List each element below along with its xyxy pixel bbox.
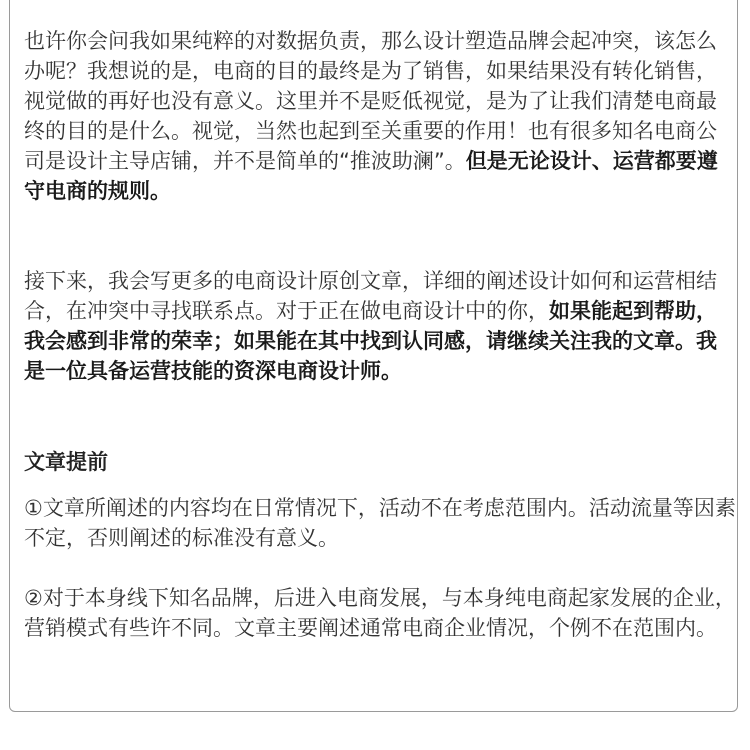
paragraph-data-vs-brand <box>24 26 736 206</box>
note-item-2: ②对于本身线下知名品牌，后进入电商发展，与本身纯电商起家发展的企业，营销模式有些许不同。文章主要阐述通常电商企业情况，个例不在范围内。 <box>24 586 736 640</box>
note-item-1: ①文章所阐述的内容均在日常情况下，活动不在考虑范围内。活动流量等因素不定，否则阐述的标准没有意义。 <box>24 496 736 550</box>
paragraph-text: 接下来，我会写更多的电商设计原创文章，详细的阐述设计如何和运营相结合，在冲突中寻找联系点。对于正在做电商设计中的你， <box>24 269 717 323</box>
article-content <box>24 26 736 643</box>
paragraph-text: 也许你会问我如果纯粹的对数据负责，那么设计塑造品牌会起冲突，该怎么办呢？我想说的是，电商的目的最终是为了销售，如果结果没有转化销售，视觉做的再好也没有意义。这里并不是贬低视觉，是为了让我们清楚电商最终的目的是什么。视觉，当然也起到至关重要的作用！也有很多知名电商公司是设计主导店铺，并不是简单的“推波助澜”。 <box>24 29 717 173</box>
paragraph-future-articles <box>24 266 736 386</box>
section-heading: 文章提前 <box>24 450 108 474</box>
paragraph-emphasis: 但是无论设计、运营都要遵守电商的规则。 <box>24 149 718 203</box>
paragraph-emphasis: 如果能起到帮助，我会感到非常的荣幸；如果能在其中找到认同感，请继续关注我的文章。我是一位具备运营技能的资深电商设计师。 <box>24 299 717 383</box>
